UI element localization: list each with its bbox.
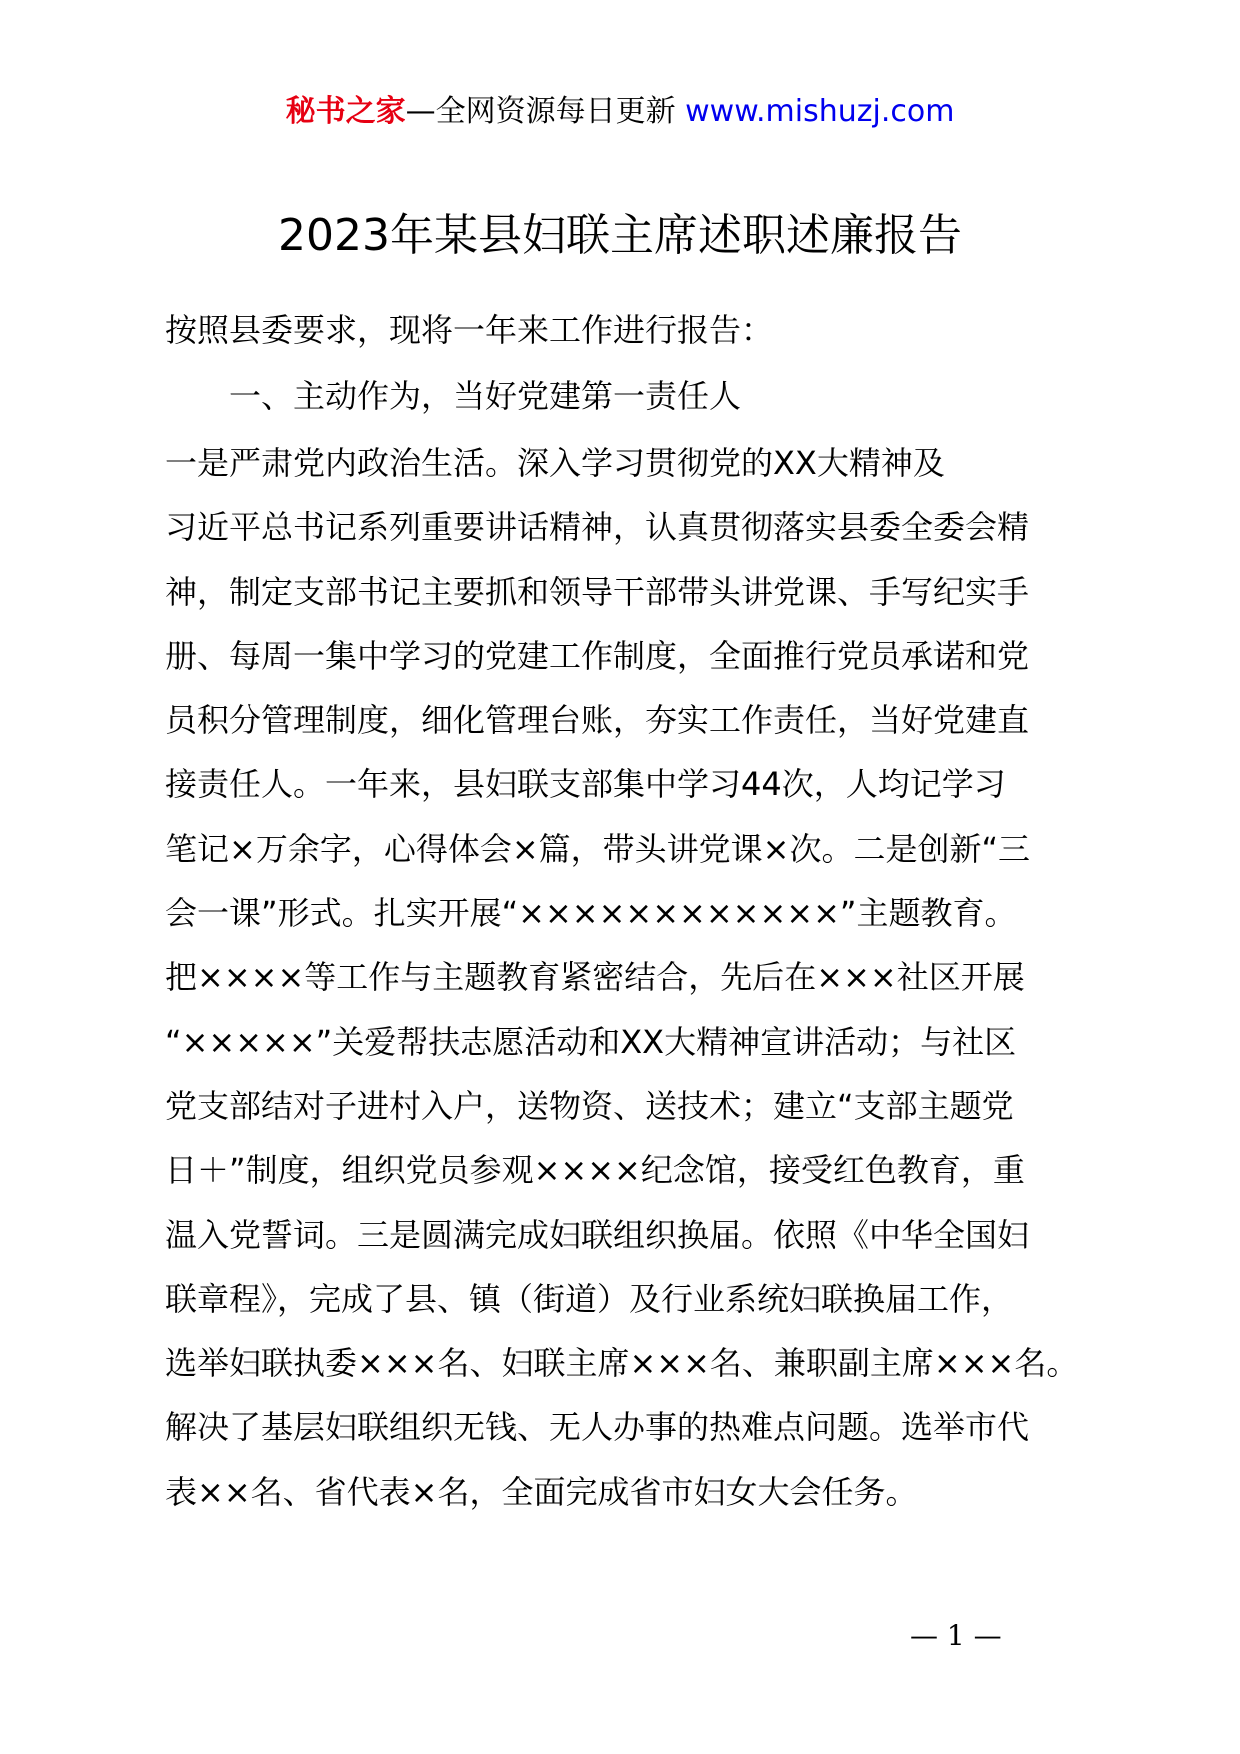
- body-line: 笔记×万余字，心得体会×篇，带头讲党课×次。二是创新“三: [165, 829, 1031, 868]
- body-line: 接责任人。一年来，县妇联支部集中学习44次，人均记学习: [165, 765, 1006, 804]
- body-line: 会一课”形式。扎实开展“××××××××××××”主题教育。: [165, 894, 1017, 933]
- body-line: 联章程》，完成了县、镇（街道）及行业系统妇联换届工作，: [165, 1279, 1014, 1318]
- body-line: “×××××”关爱帮扶志愿活动和XX大精神宣讲活动；与社区: [165, 1022, 1017, 1061]
- body-line: 解决了基层妇联组织无钱、无人办事的热难点问题。选举市代: [165, 1408, 1030, 1447]
- site-header: [0, 92, 1240, 132]
- body-line: 员积分管理制度，细化管理台账，夯实工作责任，当好党建直: [165, 701, 1030, 740]
- body-line: 习近平总书记系列重要讲话精神，认真贯彻落实县委全委会精: [165, 508, 1030, 547]
- document-title: 2023年某县妇联主席述职述廉报告: [278, 210, 962, 261]
- body-line: 册、每周一集中学习的党建工作制度，全面推行党员承诺和党: [165, 636, 1030, 675]
- site-brand: 秘书之家: [285, 94, 406, 129]
- site-url-link[interactable]: www.mishuzj.com: [685, 94, 955, 129]
- site-slogan: —全网资源每日更新: [405, 94, 676, 129]
- body-line: 日＋”制度，组织党员参观××××纪念馆，接受红色教育，重: [165, 1151, 1025, 1190]
- body-line: 把××××等工作与主题教育紧密结合，先后在×××社区开展: [165, 958, 1025, 997]
- body-line: 一是严肃党内政治生活。深入学习贯彻党的XX大精神及: [165, 444, 945, 482]
- section-heading: 一、主动作为，当好党建第一责任人: [229, 377, 742, 415]
- body-line: 党支部结对子进村入户，送物资、送技术；建立“支部主题党: [165, 1086, 1014, 1125]
- body-line: 温入党誓词。三是圆满完成妇联组织换届。依照《中华全国妇: [165, 1215, 1030, 1254]
- body-line: 神，制定支部书记主要抓和领导干部带头讲党课、手写纪实手: [165, 572, 1030, 611]
- body-line: 选举妇联执委×××名、妇联主席×××名、兼职副主席×××名。: [165, 1344, 1079, 1383]
- body-line: 表××名、省代表×名，全面完成省市妇女大会任务。: [165, 1472, 918, 1511]
- intro-paragraph: 按照县委要求，现将一年来工作进行报告：: [165, 311, 774, 349]
- page-number: — 1 —: [910, 1619, 1002, 1652]
- body-paragraph: [165, 441, 1078, 1534]
